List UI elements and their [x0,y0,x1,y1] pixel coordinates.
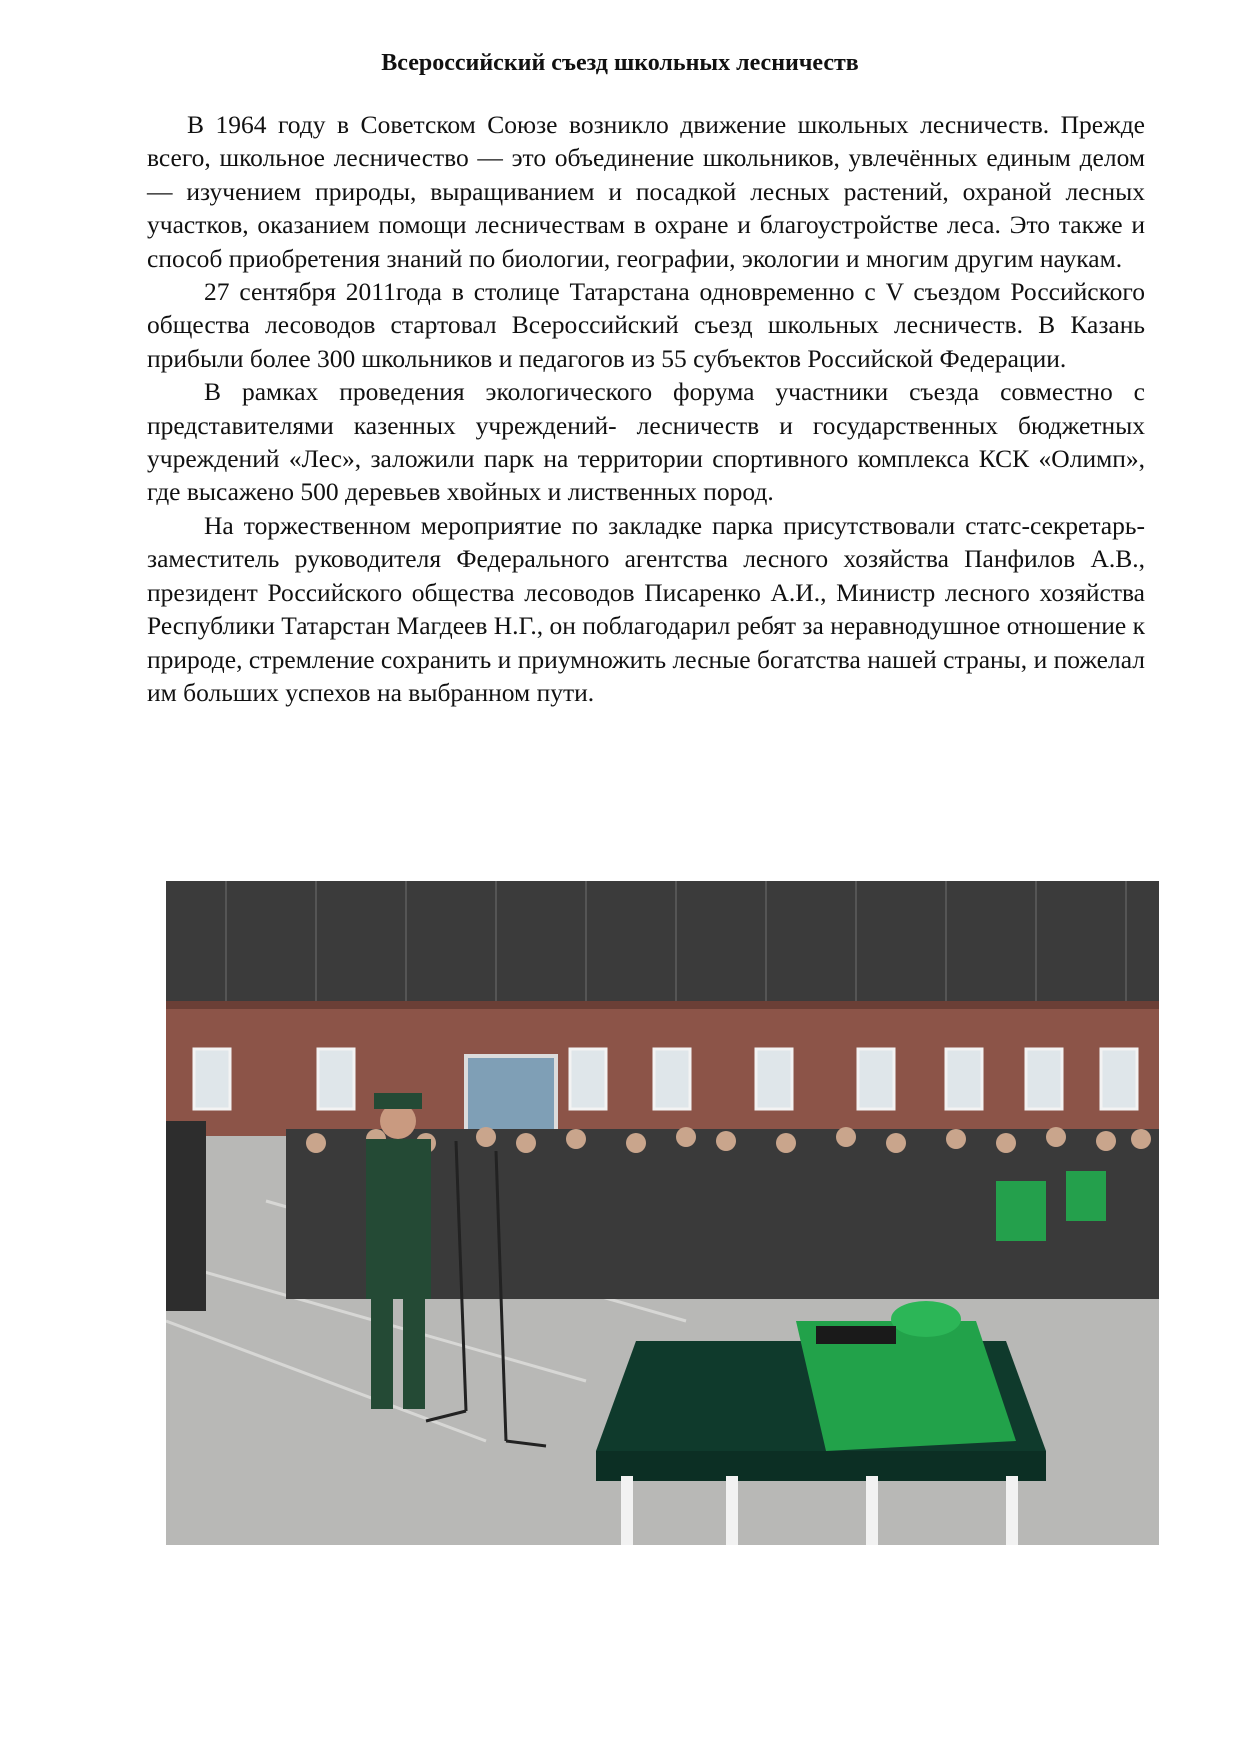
document-title: Всероссийский съезд школьных лесничеств [381,50,859,76]
paragraph-4: На торжественном мероприятие по закладке парка присутствовали статс-секретарь-заместитель руководителя Федерального агентства лесного хозяйства Панфилов А.В., президент Российского общества лесоводов Писаренко А.И., Министр лесного хозяйства Республики Татарстан Магдеев Н.Г., он поблагодарил ребят за неравнодушное отношение к природе, стремление сохранить и приумножить лесные богатства нашей страны, и пожелал им больших успехов на выбранном пути. [147,510,1145,707]
paragraph-1: В 1964 году в Советском Союзе возникло движение школьных лесничеств. Прежде всего, школьное лесничество — это объединение школьников, увлечённых единым делом — изучением природы, выращиванием и посадкой лесных растений, охраной лесных участков, оказанием помощи лесничествам в охране и благоустройстве леса. Это также и способ приобретения знаний по биологии, географии, экологии и многим другим наукам. [147,110,1145,273]
paragraph-3: В рамках проведения экологического форума участники съезда совместно с представителями казенных учреждений- лесничеств и государственных бюджетных учреждений «Лес», заложили парк на территории спортивного комплекса КСК «Олимп», где высажено 500 деревьев хвойных и лиственных пород. [147,377,1145,507]
event-photo-illustration [166,881,1159,1545]
article-body [147,108,1145,709]
bystander [166,1121,206,1311]
roof [166,881,1159,1001]
event-photo [166,881,1159,1545]
paragraph-2: 27 сентября 2011года в столице Татарстана одновременно с V съездом Российского общества лесоводов стартовал Всероссийский съезд школьных лесничеств. В Казань прибыли более 300 школьников и педагогов из 55 субъектов Российской Федерации. [147,277,1145,373]
